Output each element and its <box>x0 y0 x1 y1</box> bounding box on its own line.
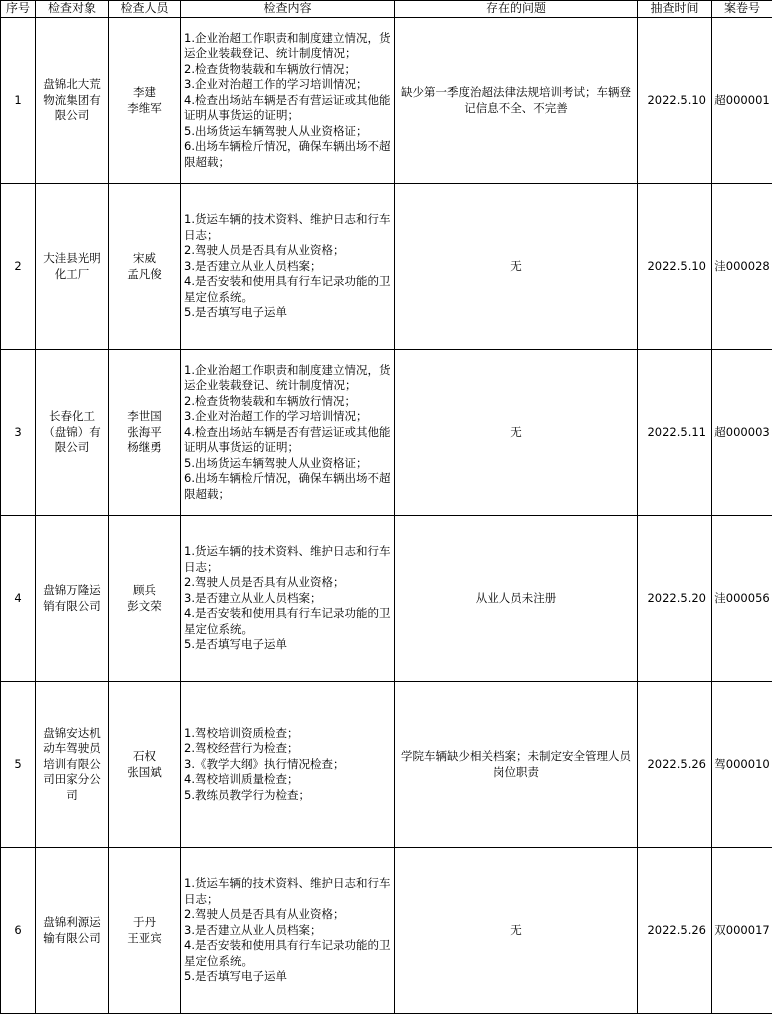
inspector-name: 张海平 <box>127 424 162 439</box>
cell-content <box>181 516 395 682</box>
content-item: 2.检查货物装载和车辆放行情况； <box>184 393 356 408</box>
cell-target: 盘锦利源运输有限公司 <box>36 848 109 1014</box>
cell-content <box>181 18 395 184</box>
cell-issues: 从业人员未注册 <box>395 516 638 682</box>
cell-issues: 无 <box>395 350 638 516</box>
content-item: 1.货运车辆的技术资料、维护日志和行车日志； <box>184 212 391 242</box>
cell-case-no: 驾000010 <box>712 682 772 848</box>
content-item: 5.出场货运车辆驾驶人从业资格证； <box>184 455 368 470</box>
header-index: 序号 <box>1 1 36 18</box>
content-item: 2.检查货物装载和车辆放行情况； <box>184 61 356 76</box>
cell-inspectors <box>109 18 181 184</box>
content-item: 5.是否填写电子运单 <box>184 969 287 984</box>
cell-content <box>181 350 395 516</box>
cell-issues: 缺少第一季度治超法律法规培训考试；车辆登记信息不全、不完善 <box>395 18 638 184</box>
cell-index: 5 <box>1 682 36 848</box>
cell-issues: 学院车辆缺少相关档案；未制定安全管理人员岗位职责 <box>395 682 638 848</box>
content-item: 2.驾驶人员是否具有从业资格； <box>184 243 345 258</box>
cell-content <box>181 848 395 1014</box>
inspector-name: 于丹 <box>133 915 156 929</box>
content-item: 1.企业治超工作职责和制度建立情况，货运企业装载登记、统计制度情况； <box>184 30 391 61</box>
inspector-name: 王亚宾 <box>127 930 162 945</box>
cell-target: 盘锦北大荒物流集团有限公司 <box>36 18 109 184</box>
cell-case-no: 超000003 <box>712 350 772 516</box>
content-item: 4.是否安装和使用具有行车记录功能的卫星定位系统。 <box>184 606 391 636</box>
cell-target: 盘锦万隆运销有限公司 <box>36 516 109 682</box>
cell-date: 2022.5.10 <box>638 18 712 184</box>
table-row <box>1 350 772 516</box>
cell-inspectors <box>109 184 181 350</box>
cell-case-no: 洼000056 <box>712 516 772 682</box>
cell-index: 4 <box>1 516 36 682</box>
content-item: 5.教练员教学行为检查； <box>184 787 310 802</box>
inspector-name: 杨继勇 <box>127 440 162 455</box>
cell-content <box>181 682 395 848</box>
content-item: 3.企业对治超工作的学习培训情况； <box>184 77 368 92</box>
cell-index: 6 <box>1 848 36 1014</box>
table-row <box>1 184 772 350</box>
table-row <box>1 848 772 1014</box>
cell-target: 大洼县光明化工厂 <box>36 184 109 350</box>
cell-date: 2022.5.20 <box>638 516 712 682</box>
cell-index: 1 <box>1 18 36 184</box>
content-item: 6.出场车辆检斤情况，确保车辆出场不超限超载； <box>184 471 391 501</box>
content-item: 3.企业对治超工作的学习培训情况； <box>184 409 368 424</box>
cell-inspectors <box>109 516 181 682</box>
inspector-name: 宋威 <box>133 251 156 265</box>
header-issues: 存在的问题 <box>395 1 638 18</box>
content-item: 4.是否安装和使用具有行车记录功能的卫星定位系统。 <box>184 274 391 304</box>
content-item: 1.企业治超工作职责和制度建立情况，货运企业装载登记、统计制度情况； <box>184 362 391 393</box>
content-item: 3.是否建立从业人员档案； <box>184 258 322 273</box>
cell-case-no: 双000017 <box>712 848 772 1014</box>
cell-issues: 无 <box>395 848 638 1014</box>
content-item: 5.出场货运车辆驾驶人从业资格证； <box>184 123 368 138</box>
cell-inspectors <box>109 848 181 1014</box>
inspector-name: 李世国 <box>127 409 162 424</box>
header-target: 检查对象 <box>36 1 109 18</box>
content-item: 4.检查出场站车辆是否有营运证或其他能证明从事货运的证明； <box>184 92 391 123</box>
content-item: 2.驾驶人员是否具有从业资格； <box>184 907 345 922</box>
inspector-name: 张国斌 <box>127 764 162 779</box>
content-item: 3.是否建立从业人员档案； <box>184 922 322 937</box>
cell-date: 2022.5.26 <box>638 682 712 848</box>
content-item: 1.驾校培训资质检查； <box>184 725 299 740</box>
cell-date: 2022.5.11 <box>638 350 712 516</box>
cell-inspectors <box>109 682 181 848</box>
inspector-name: 李建 <box>133 85 156 99</box>
content-item: 4.是否安装和使用具有行车记录功能的卫星定位系统。 <box>184 938 391 968</box>
cell-case-no: 超000001 <box>712 18 772 184</box>
cell-date: 2022.5.10 <box>638 184 712 350</box>
content-item: 2.驾驶人员是否具有从业资格； <box>184 575 345 590</box>
content-item: 2.驾校经营行为检查； <box>184 741 299 756</box>
header-case-no: 案卷号 <box>712 1 772 18</box>
inspector-name: 孟凡俊 <box>127 266 162 281</box>
inspector-name: 顾兵 <box>133 583 156 597</box>
table-row <box>1 18 772 184</box>
inspector-name: 李维军 <box>127 100 162 115</box>
cell-inspectors <box>109 350 181 516</box>
header-date: 抽查时间 <box>638 1 712 18</box>
content-item: 5.是否填写电子运单 <box>184 305 287 320</box>
cell-content <box>181 184 395 350</box>
header-row <box>1 1 772 18</box>
content-item: 1.货运车辆的技术资料、维护日志和行车日志； <box>184 876 391 906</box>
table-row <box>1 682 772 848</box>
cell-index: 3 <box>1 350 36 516</box>
cell-target: 长春化工（盘锦）有限公司 <box>36 350 109 516</box>
table-row <box>1 516 772 682</box>
content-item: 5.是否填写电子运单 <box>184 637 287 652</box>
content-item: 4.驾校培训质量检查； <box>184 772 299 787</box>
cell-issues: 无 <box>395 184 638 350</box>
header-inspectors: 检查人员 <box>109 1 181 18</box>
content-item: 6.出场车辆检斤情况，确保车辆出场不超限超载； <box>184 139 391 169</box>
cell-date: 2022.5.26 <box>638 848 712 1014</box>
inspector-name: 彭文荣 <box>127 598 162 613</box>
cell-case-no: 洼000028 <box>712 184 772 350</box>
inspector-name: 石权 <box>133 749 156 763</box>
header-content: 检查内容 <box>181 1 395 18</box>
cell-index: 2 <box>1 184 36 350</box>
content-item: 1.货运车辆的技术资料、维护日志和行车日志； <box>184 544 391 574</box>
content-item: 3.《教学大纲》执行情况检查； <box>184 756 345 771</box>
content-item: 3.是否建立从业人员档案； <box>184 590 322 605</box>
content-item: 4.检查出场站车辆是否有营运证或其他能证明从事货运的证明； <box>184 424 391 455</box>
cell-target: 盘锦安达机动车驾驶员培训有限公司田家分公司 <box>36 682 109 848</box>
